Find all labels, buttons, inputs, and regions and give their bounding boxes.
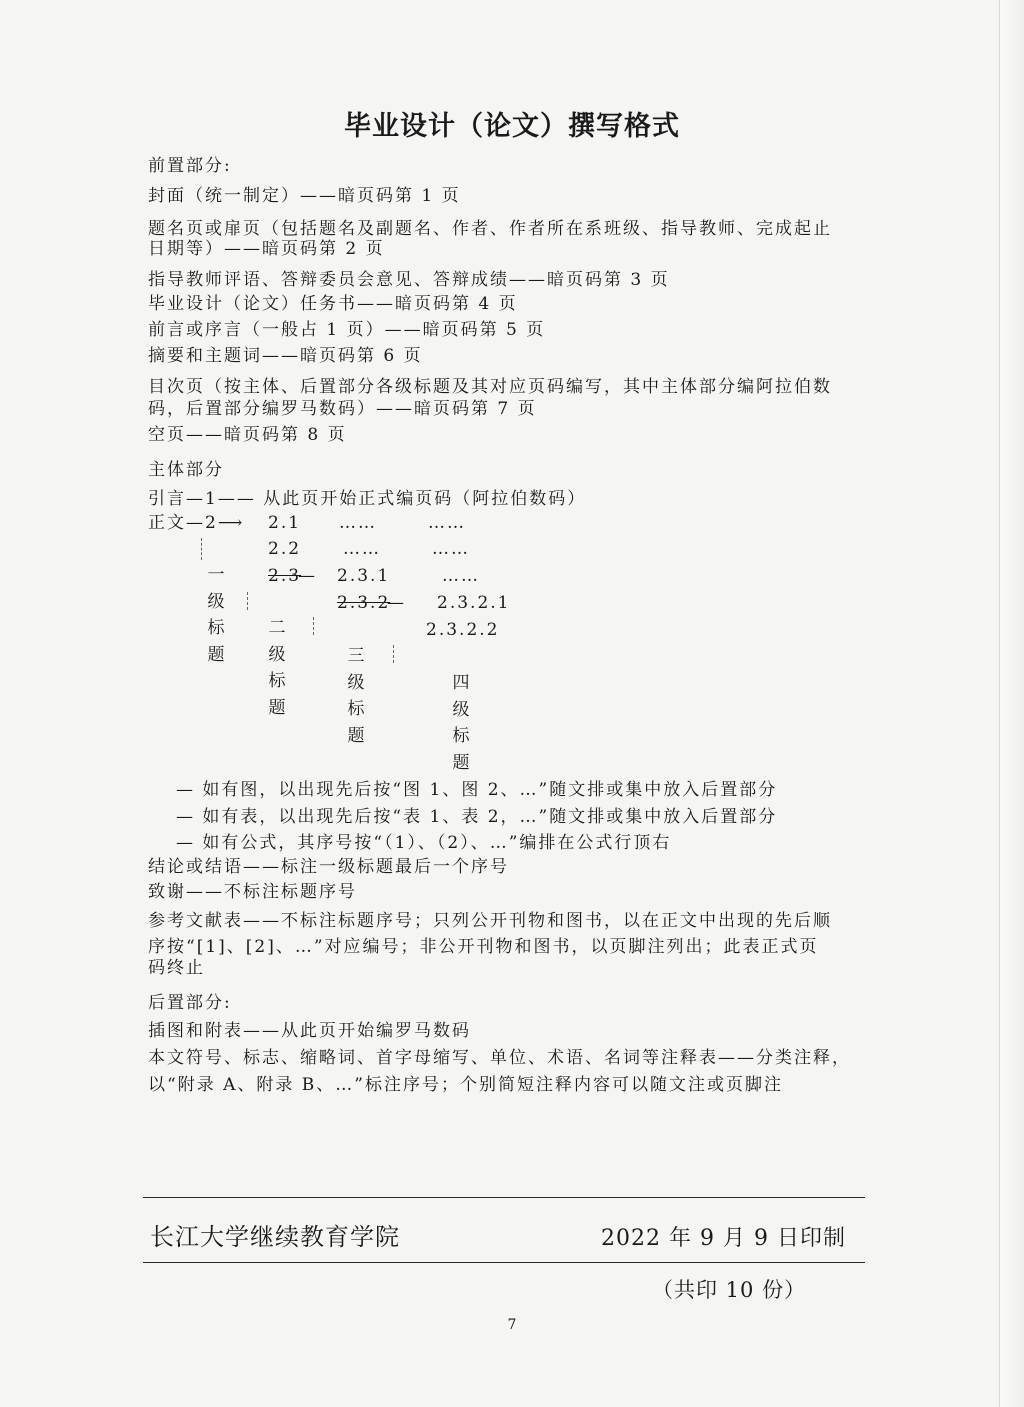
note-tables: — 如有表，以出现先后按“表 1、表 2，…”随文排或集中放入后置部分 xyxy=(176,807,778,827)
main-references: 序按“[1]、[2]、…”对应编号；非公开刊物和图书，以页脚注列出；此表正式页 xyxy=(148,937,819,957)
outline-guide-mark xyxy=(247,592,248,610)
outline-ellipsis: …… xyxy=(339,513,377,533)
main-conclusion: 结论或结语——标注一级标题最后一个序号 xyxy=(148,857,509,877)
front-item: 毕业设计（论文）任务书——暗页码第 4 页 xyxy=(148,294,518,314)
front-item: 空页——暗页码第 8 页 xyxy=(148,425,347,445)
main-heading: 主体部分 xyxy=(148,460,224,480)
outline-ellipsis: …… xyxy=(442,566,480,586)
front-item: 日期等）——暗页码第 2 页 xyxy=(148,239,385,259)
front-heading: 前置部分: xyxy=(148,156,232,176)
outline-ellipsis: …… xyxy=(343,539,381,559)
outline-ellipsis: …… xyxy=(432,539,470,559)
outline-2-3-2-crossed: 2.3.2 xyxy=(337,593,391,613)
back-item: 插图和附表——从此页开始编罗马数码 xyxy=(148,1021,471,1041)
main-intro: 引言—1—— 从此页开始正式编页码（阿拉伯数码） xyxy=(148,489,587,509)
main-references: 码终止 xyxy=(148,958,205,978)
document-title: 毕业设计（论文）撰写格式 xyxy=(344,111,680,142)
main-references: 参考文献表——不标注标题序号；只列公开刊物和图书，以在正文中出现的先后顺 xyxy=(148,911,832,931)
front-item: 封面（统一制定）——暗页码第 1 页 xyxy=(148,186,461,206)
front-item: 题名页或扉页（包括题名及副题名、作者、作者所在系班级、指导教师、完成起止 xyxy=(148,219,832,239)
outline-2-2: 2.2 xyxy=(268,539,302,559)
outline-guide-mark xyxy=(393,645,394,663)
front-item: 前言或序言（一般占 1 页）——暗页码第 5 页 xyxy=(148,320,546,340)
footer-print-date: 2022 年 9 月 9 日印制 xyxy=(601,1226,846,1251)
footer-bottom-rule xyxy=(143,1262,865,1263)
level-4-label: 四 级 标 题 xyxy=(452,673,470,773)
level-1-label: 一 级 标 题 xyxy=(207,565,225,665)
outline-2-3-1: 2.3.1 xyxy=(337,566,391,586)
level-3-label: 三 级 标 题 xyxy=(347,646,365,746)
back-heading: 后置部分: xyxy=(148,993,232,1013)
outline-2-3-2-1: 2.3.2.1 xyxy=(437,593,511,613)
front-item: 码，后置部分编罗马数码）——暗页码第 7 页 xyxy=(148,399,537,419)
front-item: 目次页（按主体、后置部分各级标题及其对应页码编写，其中主体部分编阿拉伯数 xyxy=(148,377,832,397)
note-figures: — 如有图，以出现先后按“图 1、图 2、…”随文排或集中放入后置部分 xyxy=(176,780,778,800)
footer-top-rule xyxy=(143,1197,865,1198)
level-2-label: 二 级 标 题 xyxy=(268,618,286,718)
page-number: 7 xyxy=(507,1317,517,1333)
front-item: 指导教师评语、答辩委员会意见、答辩成绩——暗页码第 3 页 xyxy=(148,270,670,290)
front-item: 摘要和主题词——暗页码第 6 页 xyxy=(148,346,423,366)
back-item: 以“附录 A、附录 B、…”标注序号；个别简短注释内容可以随文注或页脚注 xyxy=(148,1075,783,1095)
outline-guide-mark xyxy=(201,538,202,560)
main-body-label: 正文—2⟶ xyxy=(148,513,245,533)
back-item: 本文符号、标志、缩略词、首字母缩写、单位、术语、名词等注释表——分类注释， xyxy=(148,1048,851,1068)
main-thanks: 致谢——不标注标题序号 xyxy=(148,882,357,902)
outline-guide-mark xyxy=(313,617,314,635)
scan-page-edge xyxy=(1000,0,1024,1407)
footer-institution: 长江大学继续教育学院 xyxy=(150,1223,400,1251)
outline-dash: — xyxy=(387,593,406,613)
scan-edge-line xyxy=(999,0,1000,1407)
outline-2-3-2-2: 2.3.2.2 xyxy=(426,620,500,640)
note-formulas: — 如有公式，其序号按“（1）、（2）、…”编排在公式行顶右 xyxy=(176,833,672,853)
outline-2-1: 2.1 xyxy=(268,513,302,533)
footer-copies: （共印 10 份） xyxy=(652,1278,807,1302)
outline-ellipsis: …… xyxy=(428,513,466,533)
outline-2-3-crossed: 2.3 xyxy=(268,566,302,586)
outline-dash: — xyxy=(298,566,317,586)
